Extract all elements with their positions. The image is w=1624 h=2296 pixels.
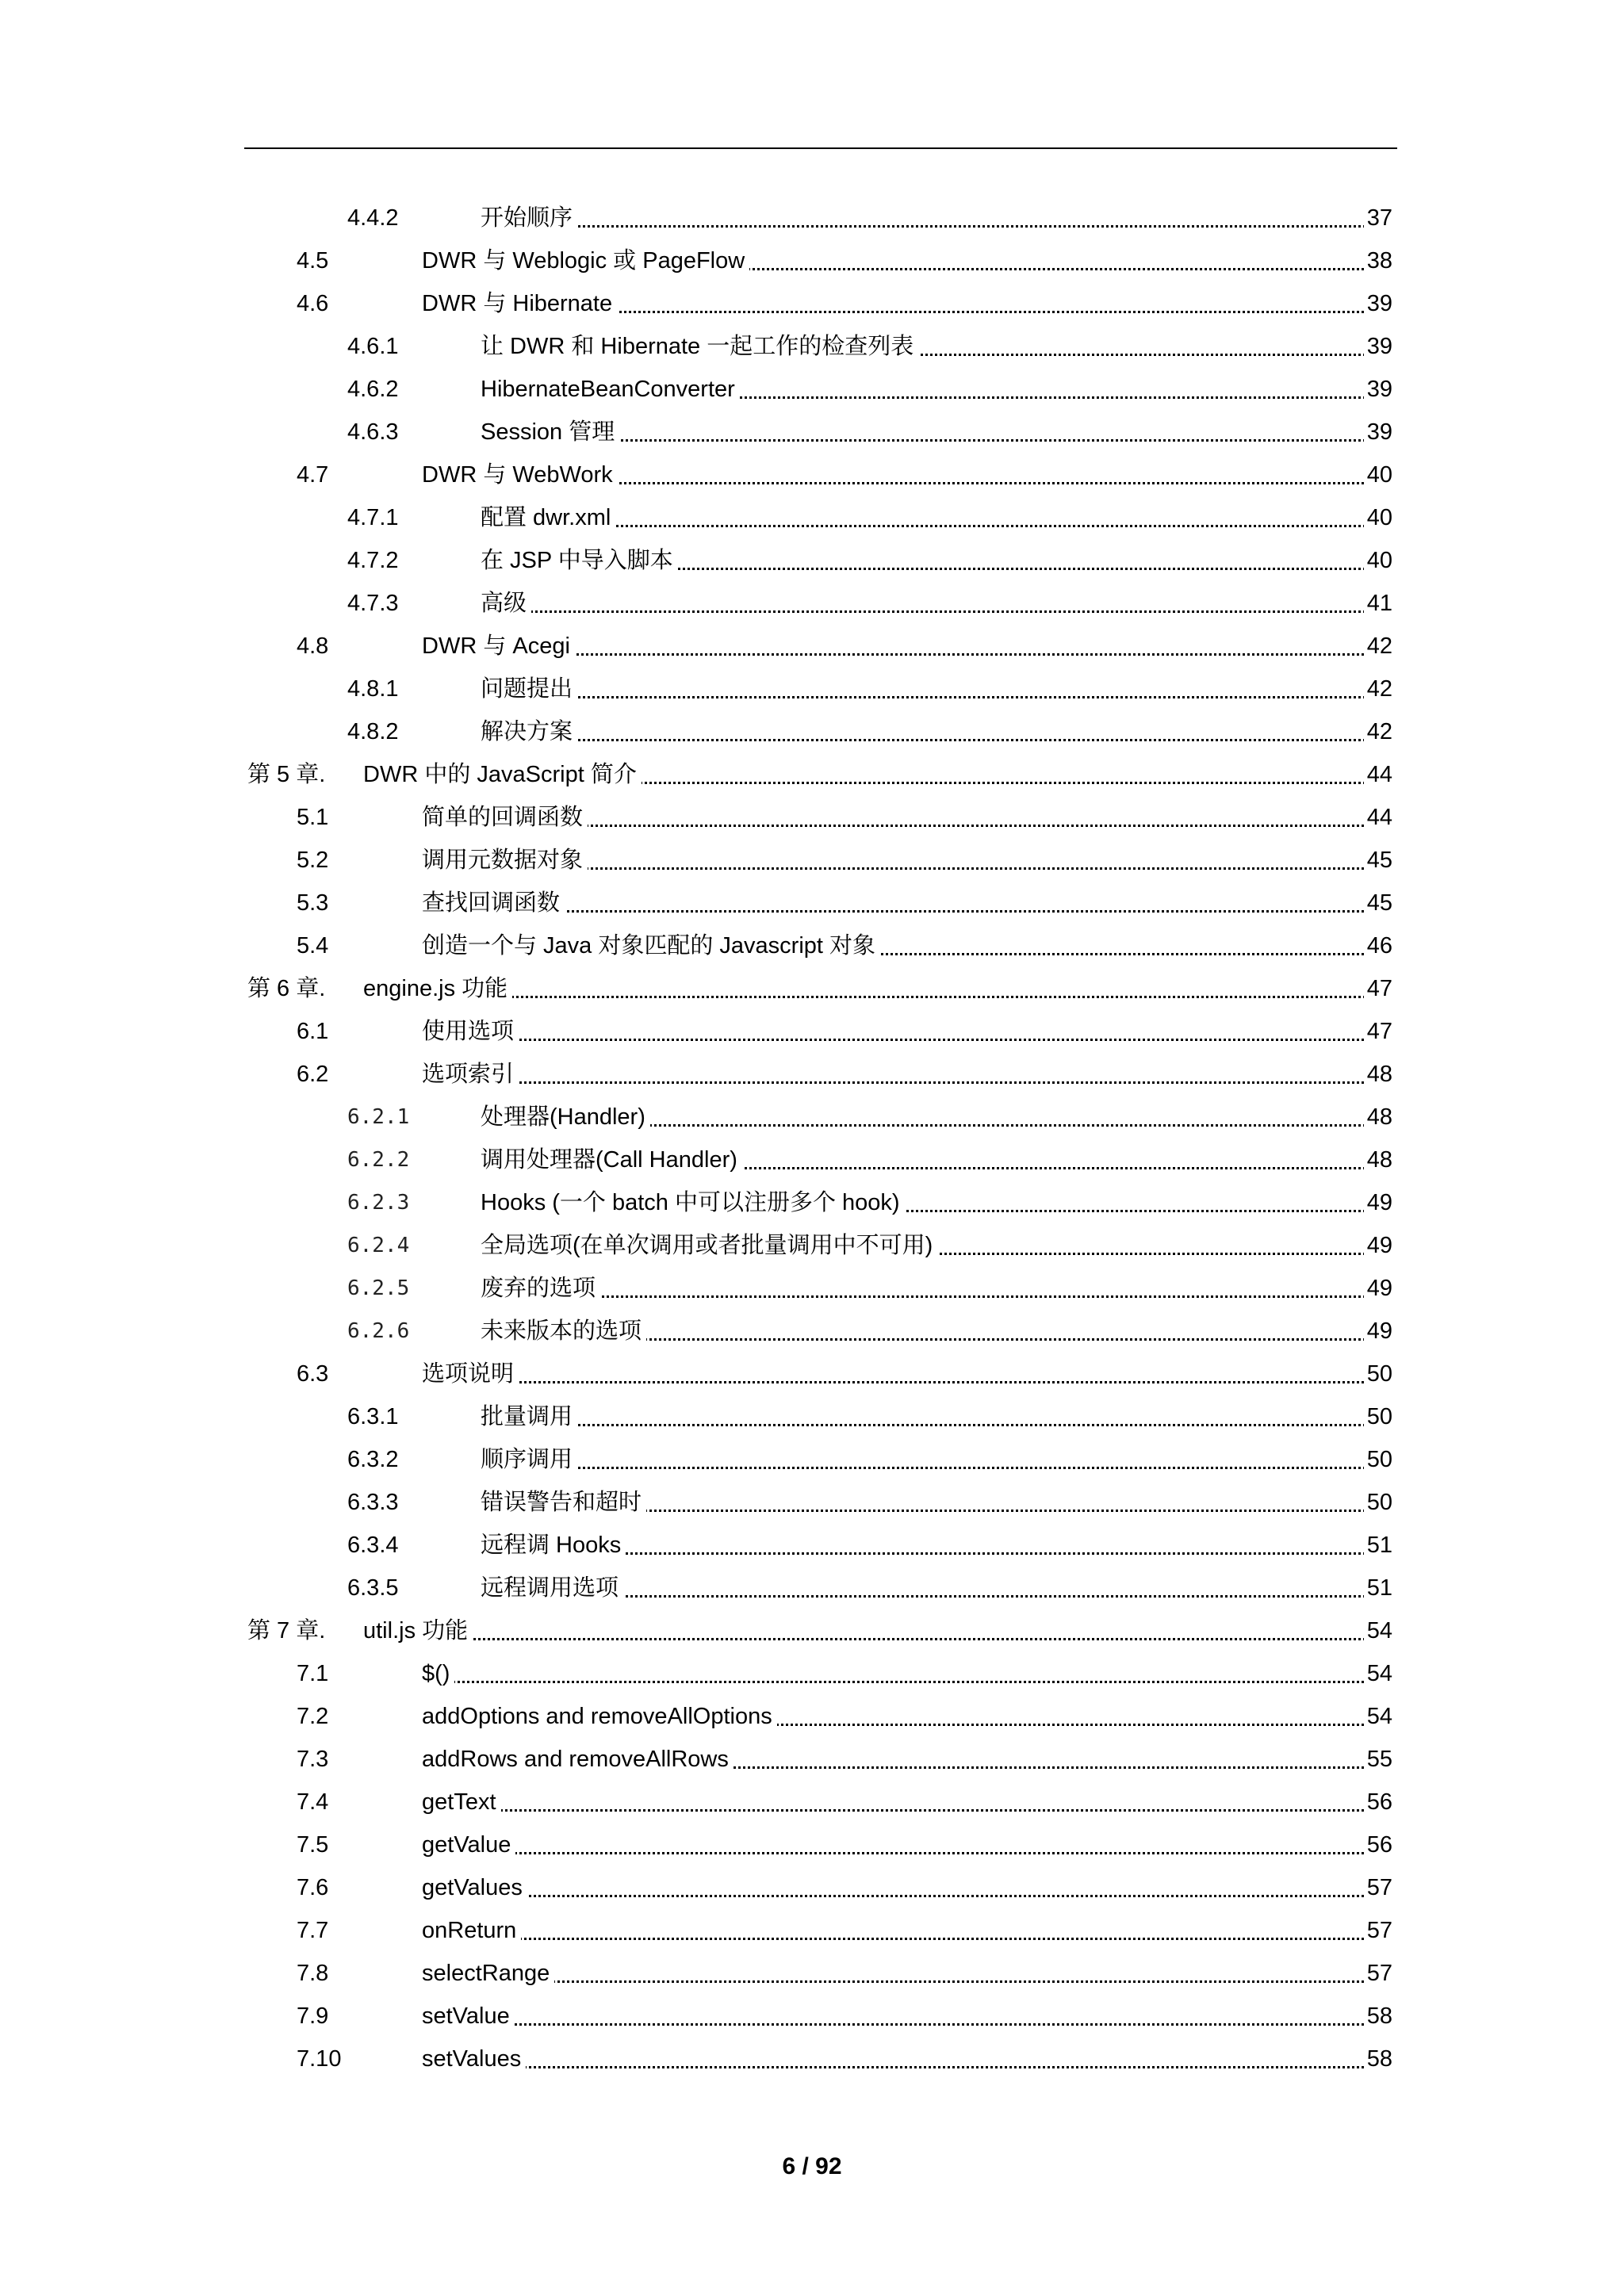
toc-entry-title[interactable]: setValues [422, 2038, 526, 2080]
toc-entry-page[interactable]: 50 [1364, 1438, 1392, 1481]
toc-entry[interactable] [0, 539, 1624, 582]
toc-entry-page[interactable]: 57 [1364, 1866, 1392, 1909]
toc-entry-number: 7.5 [297, 1832, 329, 1858]
toc-entry-title[interactable]: 解决方案 [481, 710, 577, 753]
dot-leader [423, 2023, 1389, 2026]
dot-leader [423, 910, 1389, 913]
toc-entry-number: 6.3.5 [347, 1575, 399, 1601]
toc-entry[interactable] [0, 582, 1624, 625]
toc-entry[interactable] [0, 924, 1624, 967]
dot-leader [423, 1681, 1389, 1683]
toc-entry-number: 5.4 [297, 933, 329, 959]
toc-entry[interactable] [0, 411, 1624, 453]
toc-entry-page[interactable]: 40 [1364, 453, 1392, 496]
toc-entry-title[interactable]: addOptions and removeAllOptions [422, 1695, 777, 1738]
toc-entry-title[interactable]: onReturn [422, 1909, 521, 1952]
toc-entry-number: 7.6 [297, 1875, 329, 1900]
toc-entry-title[interactable]: 废弃的选项 [481, 1267, 600, 1310]
toc-entry-number: 6.3.1 [347, 1404, 399, 1429]
toc-entry-number: 6.3.3 [347, 1490, 399, 1515]
toc-entry-title[interactable]: DWR 与 Hibernate [422, 282, 617, 325]
toc-entry[interactable] [0, 1053, 1624, 1096]
toc-entry-title[interactable]: 远程调用选项 [481, 1567, 623, 1609]
dot-leader [365, 996, 1389, 998]
toc-entry-page[interactable]: 42 [1364, 668, 1392, 710]
toc-entry-number: 6.2 [297, 1062, 329, 1087]
toc-entry-title[interactable]: setValue [422, 1995, 515, 2038]
toc-entry-number: 4.8.1 [347, 676, 399, 702]
toc-entry[interactable] [0, 1138, 1624, 1181]
toc-entry-number: 6.2.6 [347, 1319, 410, 1343]
toc-entry-number: 5.1 [297, 805, 329, 830]
toc-entry-title[interactable]: $() [422, 1652, 454, 1695]
toc-entry-number: 4.6.3 [347, 419, 399, 445]
toc-entry[interactable] [0, 1866, 1624, 1909]
toc-entry-page[interactable]: 51 [1364, 1524, 1392, 1567]
toc-entry-title[interactable]: 让 DWR 和 Hibernate 一起工作的检查列表 [481, 325, 918, 368]
toc-entry[interactable] [0, 1438, 1624, 1481]
toc-entry-page[interactable]: 41 [1364, 582, 1392, 625]
toc-entry[interactable] [0, 1395, 1624, 1438]
toc-entry-page[interactable]: 45 [1364, 882, 1392, 924]
dot-leader [423, 1980, 1389, 1983]
toc-entry[interactable] [0, 197, 1624, 239]
dot-leader [482, 225, 1389, 228]
toc-entry-title[interactable]: getText [422, 1781, 501, 1823]
toc-entry-page[interactable]: 57 [1364, 1909, 1392, 1952]
toc-entry-title[interactable]: DWR 与 Acegi [422, 625, 575, 668]
toc-entry-number: 7.8 [297, 1961, 329, 1986]
toc-entry-page[interactable]: 37 [1364, 197, 1392, 239]
dot-leader [482, 739, 1389, 741]
toc-entry-number: 7.2 [297, 1704, 329, 1729]
toc-entry-number: 5.3 [297, 890, 329, 916]
toc-entry-number: 6.2.1 [347, 1105, 410, 1129]
toc-entry-page[interactable]: 48 [1364, 1096, 1392, 1138]
toc-entry[interactable] [0, 1952, 1624, 1995]
dot-leader [482, 1424, 1389, 1426]
toc-entry-number: 4.5 [297, 248, 329, 274]
toc-entry-title[interactable]: 批量调用 [481, 1395, 577, 1438]
toc-entry-page[interactable]: 40 [1364, 539, 1392, 582]
toc-entry-title[interactable]: 全局选项(在单次调用或者批量调用中不可用) [481, 1224, 937, 1267]
toc-entry-number: 4.8.2 [347, 719, 399, 744]
toc-entry-title[interactable]: 错误警告和超时 [481, 1481, 646, 1524]
toc-entry-title[interactable]: util.js 功能 [363, 1609, 473, 1652]
toc-entry-number: 6.2.2 [347, 1148, 410, 1172]
toc-entry-number: 第 5 章. [247, 762, 326, 787]
toc-entry-title[interactable]: 问题提出 [481, 668, 577, 710]
toc-entry[interactable] [0, 753, 1624, 796]
toc-entry-number: 7.10 [297, 2046, 342, 2072]
toc-entry-title[interactable]: 选项说明 [422, 1353, 519, 1395]
toc-entry-page[interactable]: 50 [1364, 1395, 1392, 1438]
toc-entry-number: 4.8 [297, 633, 329, 659]
toc-entry-page[interactable]: 39 [1364, 282, 1392, 325]
toc-entry[interactable] [0, 1096, 1624, 1138]
toc-entry-number: 4.7.3 [347, 591, 399, 616]
toc-entry[interactable] [0, 1995, 1624, 2038]
toc-entry[interactable] [0, 882, 1624, 924]
toc-entry[interactable] [0, 1181, 1624, 1224]
toc-entry-page[interactable]: 47 [1364, 967, 1392, 1010]
toc-entry-page[interactable]: 58 [1364, 2038, 1392, 2080]
toc-entry-page[interactable]: 54 [1364, 1695, 1392, 1738]
toc-entry-number: 7.7 [297, 1918, 329, 1943]
toc-entry-title[interactable]: DWR 中的 JavaScript 简介 [363, 753, 642, 796]
toc-entry[interactable] [0, 239, 1624, 282]
dot-leader [365, 1638, 1389, 1640]
toc-entry[interactable] [0, 282, 1624, 325]
toc-entry[interactable] [0, 1267, 1624, 1310]
dot-leader [423, 1809, 1389, 1812]
toc-entry-title[interactable]: 创造一个与 Java 对象匹配的 Javascript 对象 [422, 924, 880, 967]
toc-entry-title[interactable]: 调用处理器(Call Handler) [481, 1138, 742, 1181]
toc-entry-title[interactable]: 使用选项 [422, 1010, 519, 1053]
toc-entry-title[interactable]: 远程调 Hooks [481, 1524, 626, 1567]
toc-entry[interactable] [0, 325, 1624, 368]
dot-leader [482, 525, 1389, 527]
toc-entry[interactable] [0, 1481, 1624, 1524]
toc-entry-title[interactable]: DWR 与 WebWork [422, 453, 618, 496]
dot-leader [423, 1081, 1389, 1084]
toc-entry[interactable] [0, 368, 1624, 411]
toc-entry-number: 6.3 [297, 1361, 329, 1387]
toc-entry-number: 6.3.2 [347, 1447, 399, 1472]
toc-entry[interactable] [0, 1567, 1624, 1609]
toc-entry[interactable] [0, 1781, 1624, 1823]
dot-leader [482, 1295, 1389, 1298]
toc-entry-page[interactable]: 39 [1364, 411, 1392, 453]
toc-entry[interactable] [0, 796, 1624, 839]
toc-entry-page[interactable]: 57 [1364, 1952, 1392, 1995]
toc-entry-number: 6.2.3 [347, 1191, 410, 1215]
toc-entry-number: 7.9 [297, 2003, 329, 2029]
dot-leader [423, 1381, 1389, 1383]
dot-leader [482, 1467, 1389, 1469]
toc-entry-number: 4.4.2 [347, 205, 399, 231]
toc-entry-number: 7.1 [297, 1661, 329, 1686]
toc-entry-page[interactable]: 50 [1364, 1481, 1392, 1524]
header-rule [244, 147, 1397, 149]
toc-entry-number: 第 6 章. [247, 976, 326, 1001]
toc-entry-number: 6.3.4 [347, 1533, 399, 1558]
toc-entry-page[interactable]: 54 [1364, 1652, 1392, 1695]
toc-entry-title[interactable]: 处理器(Handler) [481, 1096, 650, 1138]
toc-entry-title[interactable]: 配置 dwr.xml [481, 496, 615, 539]
dot-leader [482, 610, 1389, 613]
toc-entry-number: 6.2.4 [347, 1234, 410, 1257]
toc-entry-title[interactable]: 选项索引 [422, 1053, 519, 1096]
toc-entry-page[interactable]: 48 [1364, 1053, 1392, 1096]
toc-entry-number: 4.7 [297, 462, 329, 488]
toc-entry[interactable] [0, 2038, 1624, 2080]
toc-entry-page[interactable]: 46 [1364, 924, 1392, 967]
toc-entry[interactable] [0, 1695, 1624, 1738]
toc-entry-page[interactable]: 38 [1364, 239, 1392, 282]
toc-entry[interactable] [0, 1738, 1624, 1781]
toc-entry-number: 4.7.1 [347, 505, 399, 530]
toc-entry-title[interactable]: 调用元数据对象 [422, 839, 588, 882]
toc-entry[interactable] [0, 1609, 1624, 1652]
toc-entry[interactable] [0, 668, 1624, 710]
dot-leader [423, 2066, 1389, 2068]
toc-entry[interactable] [0, 967, 1624, 1010]
toc-entry-page[interactable]: 54 [1364, 1609, 1392, 1652]
toc-entry-title[interactable]: Session 管理 [481, 411, 619, 453]
toc-entry-page[interactable]: 48 [1364, 1138, 1392, 1181]
toc-entry-number: 7.4 [297, 1789, 329, 1815]
toc-entry-page[interactable]: 39 [1364, 368, 1392, 411]
dot-leader [423, 1938, 1389, 1940]
toc-entry[interactable] [0, 1310, 1624, 1353]
toc-entry-page[interactable]: 56 [1364, 1823, 1392, 1866]
toc-entry-page[interactable]: 39 [1364, 325, 1392, 368]
toc-entry-number: 第 7 章. [247, 1618, 326, 1644]
toc-entry-title[interactable]: HibernateBeanConverter [481, 368, 740, 411]
toc-entry[interactable] [0, 1010, 1624, 1053]
dot-leader [423, 1039, 1389, 1041]
toc-entry-page[interactable]: 42 [1364, 710, 1392, 753]
toc-entry-title[interactable]: selectRange [422, 1952, 554, 1995]
toc-entry-title[interactable]: getValues [422, 1866, 527, 1909]
dot-leader [482, 696, 1389, 698]
toc-entry-page[interactable]: 47 [1364, 1010, 1392, 1053]
toc-entry-number: 7.3 [297, 1747, 329, 1772]
toc-entry-title[interactable]: 顺序调用 [481, 1438, 577, 1481]
toc-entry-number: 6.1 [297, 1019, 329, 1044]
toc-entry[interactable] [0, 1224, 1624, 1267]
toc-entry-title[interactable]: addRows and removeAllRows [422, 1738, 733, 1781]
dot-leader [423, 1895, 1389, 1897]
toc-entry-number: 4.6.2 [347, 377, 399, 402]
toc-entry-title[interactable]: 简单的回调函数 [422, 796, 588, 839]
toc-entry-title[interactable]: Hooks (一个 batch 中可以注册多个 hook) [481, 1181, 905, 1224]
toc-entry-page[interactable]: 55 [1364, 1738, 1392, 1781]
toc-entry-number: 6.2.5 [347, 1276, 410, 1300]
table-of-contents [0, 197, 1624, 2080]
toc-entry-page[interactable]: 49 [1364, 1181, 1392, 1224]
toc-entry[interactable] [0, 1652, 1624, 1695]
toc-entry[interactable] [0, 1909, 1624, 1952]
toc-entry-title[interactable]: 未来版本的选项 [481, 1310, 646, 1353]
toc-entry-page[interactable]: 44 [1364, 796, 1392, 839]
toc-entry-title[interactable]: engine.js 功能 [363, 967, 512, 1010]
toc-entry-page[interactable]: 42 [1364, 625, 1392, 668]
toc-entry-title[interactable]: 查找回调函数 [422, 882, 565, 924]
toc-entry-page[interactable]: 49 [1364, 1267, 1392, 1310]
toc-entry[interactable] [0, 839, 1624, 882]
toc-entry-title[interactable]: 开始顺序 [481, 197, 577, 239]
toc-entry-page[interactable]: 56 [1364, 1781, 1392, 1823]
toc-entry-page[interactable]: 49 [1364, 1224, 1392, 1267]
toc-entry[interactable] [0, 710, 1624, 753]
toc-entry-page[interactable]: 40 [1364, 496, 1392, 539]
toc-entry-number: 4.6 [297, 291, 329, 316]
toc-entry[interactable] [0, 453, 1624, 496]
toc-entry[interactable] [0, 496, 1624, 539]
toc-entry-title[interactable]: 高级 [481, 582, 531, 625]
toc-entry-page[interactable]: 49 [1364, 1310, 1392, 1353]
toc-entry[interactable] [0, 1524, 1624, 1567]
toc-entry-page[interactable]: 45 [1364, 839, 1392, 882]
toc-entry-page[interactable]: 50 [1364, 1353, 1392, 1395]
toc-entry-title[interactable]: getValue [422, 1823, 515, 1866]
toc-entry-number: 5.2 [297, 848, 329, 873]
toc-entry-page[interactable]: 51 [1364, 1567, 1392, 1609]
page-number: 6 / 92 [782, 2153, 842, 2179]
toc-entry-title[interactable]: 在 JSP 中导入脚本 [481, 539, 678, 582]
dot-leader [423, 1852, 1389, 1854]
toc-entry[interactable] [0, 625, 1624, 668]
toc-entry-page[interactable]: 44 [1364, 753, 1392, 796]
toc-entry-number: 4.7.2 [347, 548, 399, 573]
toc-entry-title[interactable]: DWR 与 Weblogic 或 PageFlow [422, 239, 749, 282]
toc-entry-page[interactable]: 58 [1364, 1995, 1392, 2038]
toc-entry-number: 4.6.1 [347, 334, 399, 359]
toc-entry[interactable] [0, 1353, 1624, 1395]
toc-entry[interactable] [0, 1823, 1624, 1866]
